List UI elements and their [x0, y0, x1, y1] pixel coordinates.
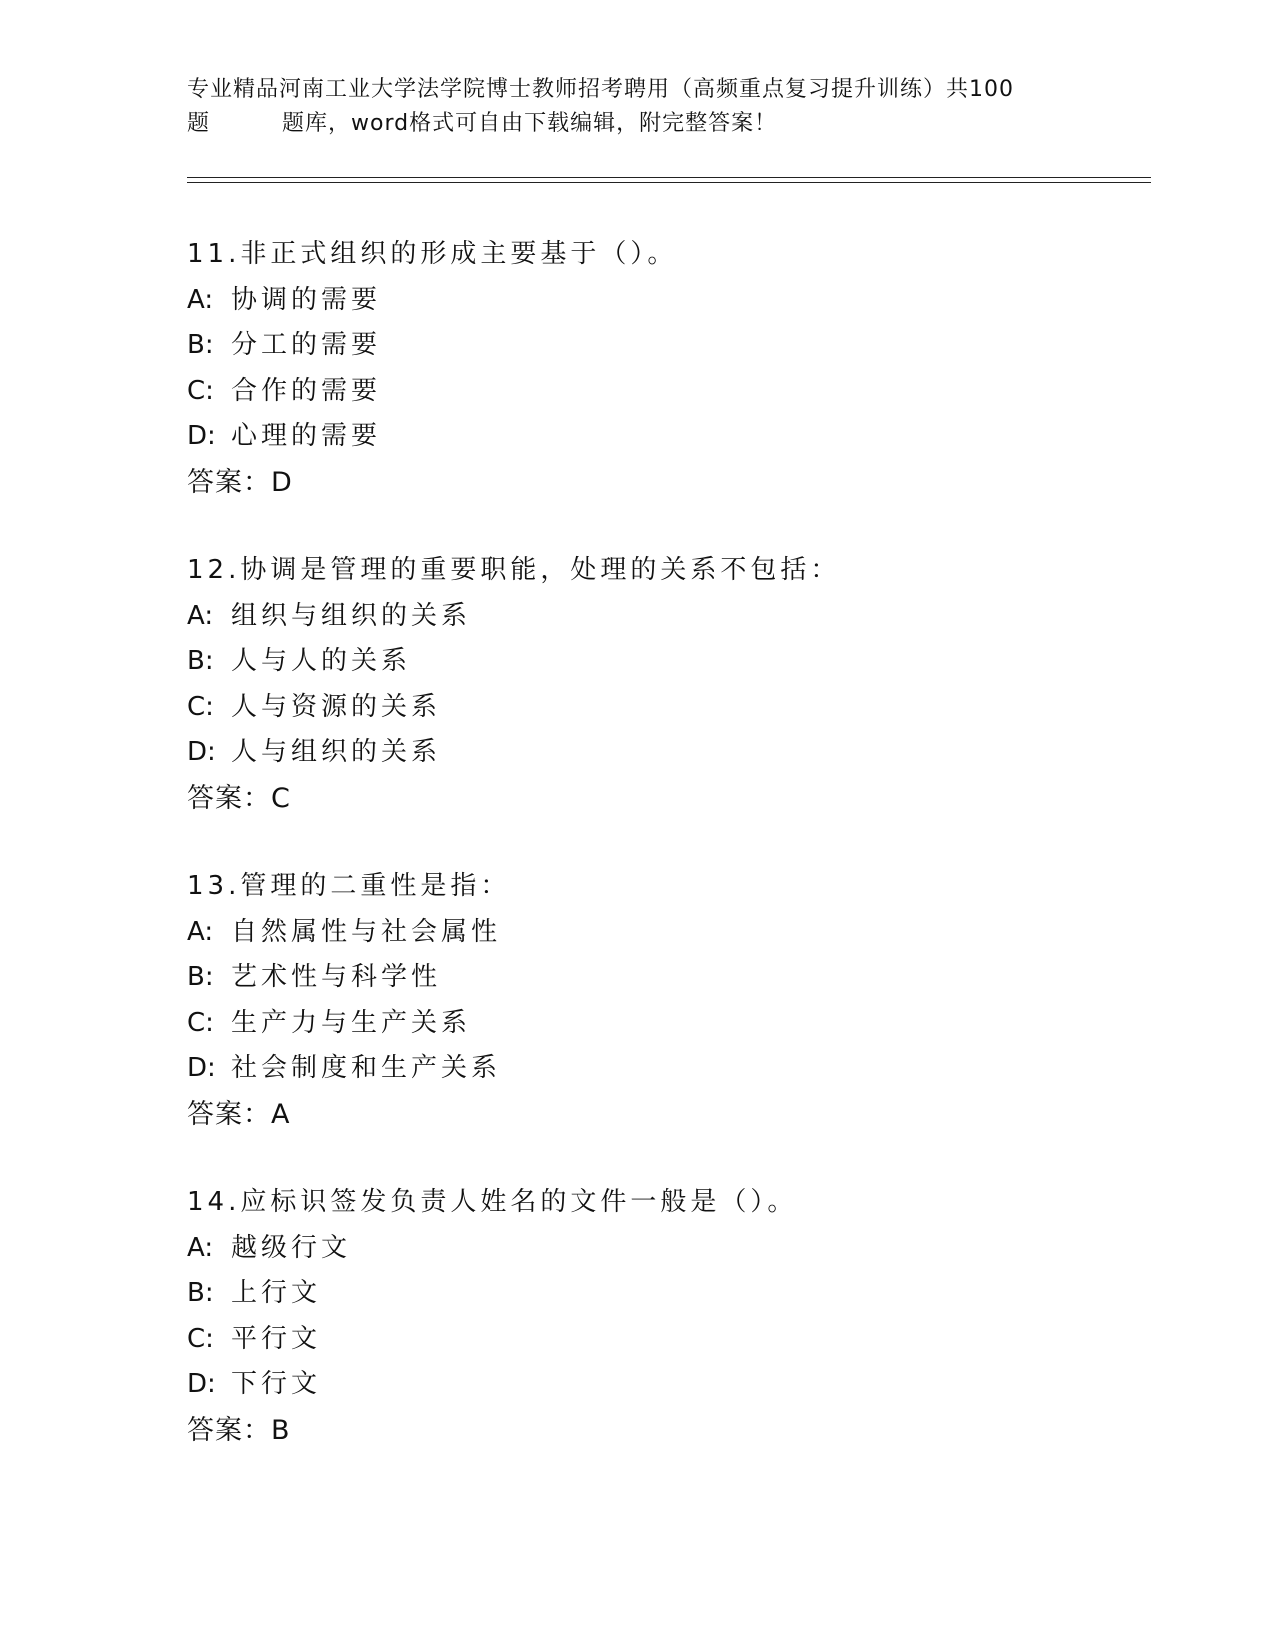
- option-letter: B:: [187, 1278, 214, 1308]
- option-d: [187, 730, 1167, 776]
- option-c: [187, 369, 1167, 415]
- option-a: [187, 1226, 1167, 1272]
- option-text: 合作的需要: [231, 375, 382, 406]
- option-text: 组织与组织的关系: [231, 600, 472, 631]
- option-text: 自然属性与社会属性: [231, 916, 502, 947]
- question-block-13: [187, 864, 1167, 1137]
- title-line-2-prefix: 题: [187, 111, 211, 136]
- option-text: 协调的需要: [231, 284, 382, 315]
- option-letter: A:: [187, 600, 214, 631]
- option-b: [187, 1271, 1167, 1317]
- option-text: 生产力与生产关系: [231, 1007, 472, 1038]
- question-stem: 11.非正式组织的形成主要基于（）。: [187, 239, 678, 269]
- question-stem: 14.应标识签发负责人姓名的文件一般是（）。: [187, 1187, 798, 1217]
- answer-line: 答案：C: [187, 782, 291, 814]
- option-a: [187, 278, 1167, 324]
- document-title-line-1: 专业精品河南工业大学法学院博士教师招考聘用（高频重点复习提升训练）共100: [187, 77, 1014, 102]
- option-letter: C:: [187, 1323, 214, 1354]
- option-text: 艺术性与科学性: [231, 962, 442, 992]
- option-text: 分工的需要: [231, 330, 382, 360]
- option-text: 人与资源的关系: [231, 691, 442, 722]
- option-text: 人与组织的关系: [231, 737, 442, 767]
- answer-line: 答案：A: [187, 1098, 291, 1130]
- question-block-12: [187, 548, 1167, 821]
- option-letter: A:: [187, 1232, 214, 1263]
- question-block-14: [187, 1180, 1167, 1453]
- option-b: [187, 323, 1167, 369]
- option-b: [187, 639, 1167, 685]
- option-letter: B:: [187, 646, 214, 676]
- option-c: [187, 685, 1167, 731]
- option-b: [187, 955, 1167, 1001]
- option-letter: D:: [187, 737, 216, 767]
- option-letter: D:: [187, 421, 216, 451]
- title-line-2-rest: 题库，word格式可自由下载编辑，附完整答案！: [282, 111, 778, 136]
- option-a: [187, 910, 1167, 956]
- option-text: 上行文: [231, 1278, 322, 1308]
- option-d: [187, 414, 1167, 460]
- option-c: [187, 1317, 1167, 1363]
- question-stem: 12.协调是管理的重要职能，处理的关系不包括：: [187, 555, 841, 585]
- option-text: 平行文: [231, 1323, 322, 1354]
- option-text: 社会制度和生产关系: [231, 1053, 502, 1083]
- option-d: [187, 1046, 1167, 1092]
- option-text: 下行文: [231, 1369, 322, 1399]
- option-text: 心理的需要: [231, 421, 382, 451]
- question-block-11: [187, 232, 1167, 505]
- option-text: 人与人的关系: [231, 646, 412, 676]
- document-title-line-2: [187, 110, 777, 138]
- question-stem: 13.管理的二重性是指：: [187, 871, 511, 901]
- header-divider-bottom: [187, 182, 1151, 183]
- option-letter: A:: [187, 284, 214, 315]
- option-letter: D:: [187, 1369, 216, 1399]
- option-letter: C:: [187, 1007, 214, 1038]
- option-c: [187, 1001, 1167, 1047]
- option-a: [187, 594, 1167, 640]
- option-letter: B:: [187, 330, 214, 360]
- option-letter: D:: [187, 1053, 216, 1083]
- option-letter: A:: [187, 916, 214, 947]
- option-letter: C:: [187, 375, 214, 406]
- answer-line: 答案：D: [187, 466, 293, 498]
- option-letter: B:: [187, 962, 214, 992]
- option-letter: C:: [187, 691, 214, 722]
- option-d: [187, 1362, 1167, 1408]
- header-divider-top: [187, 177, 1151, 178]
- answer-line: 答案：B: [187, 1414, 291, 1446]
- option-text: 越级行文: [231, 1232, 352, 1263]
